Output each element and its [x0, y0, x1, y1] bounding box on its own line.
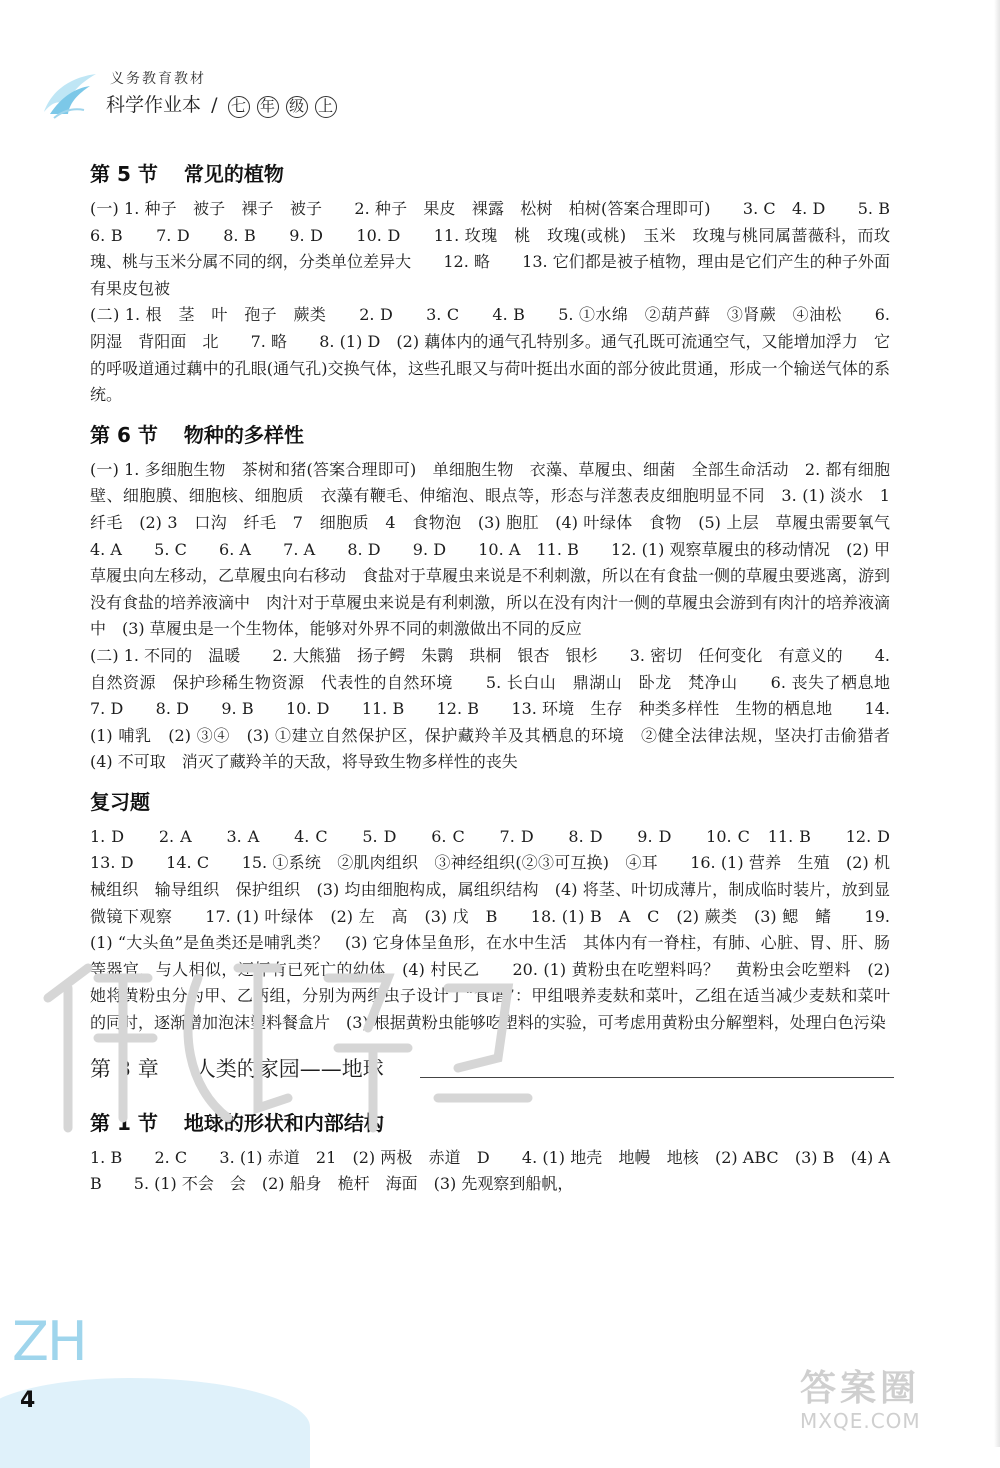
section-number: 第 6 节: [90, 422, 158, 447]
chapter-number: 第 3 章: [90, 1056, 159, 1081]
footer-decoration: [0, 1378, 310, 1468]
section-title: 常见的植物: [183, 162, 284, 186]
watermark-stamp: [800, 1360, 1000, 1447]
grade-char: 级: [286, 96, 308, 118]
answer-content: [90, 158, 923, 1198]
section-heading: [90, 1107, 890, 1136]
chapter-rule: [420, 1077, 894, 1078]
section-heading: [90, 158, 890, 187]
grade-char: 年: [257, 96, 279, 118]
series-label: 义务教育教材: [110, 71, 206, 87]
watermark-text: 答案圈: [800, 1368, 921, 1409]
answer-paragraph: 1. D 2. A 3. A 4. C 5. D 6. C 7. D 8. D 9. D 10. C 11. B 12. D 13. D 14. C 15. ①系统 ②肌肉组织 ③神经组织(②③可互换) ④耳 16. (1) 营养 生殖 (2) 机械组织 输导组织 保护组织 (3) 均由细胞构成，属组织结构 (4) 将茎、叶切成薄片，制成临时装片，放到显微镜下观察 17. (1) 叶绿体 (2) 左 高 (3) 戊 B 18. (1) B A C (2) 蕨类 (3) 鳃 鳍 19. (1) “大头鱼”是鱼类还是哺乳类？ (3) 它身体呈鱼形，在水中生活 其体内有一脊柱，有肺、心脏、胃、肝、肠等器官，与人相似，还怀有已死亡的幼体 (4) 村民乙 20. (1) 黄粉虫在吃塑料吗？ 黄粉虫会吃塑料 (2) 她将黄粉虫分为甲、乙两组，分别为两组虫子设计了“食谱”：甲组喂养麦麸和菜叶，乙组在适当减少麦麸和菜叶的同时，逐渐增加泡沫塑料餐盒片 (3) 根据黄粉虫能够吃塑料的实验，可考虑用黄粉虫分解塑料，处理白色污染: [90, 826, 923, 1033]
section-heading: [90, 419, 890, 448]
chapter-heading: [90, 1053, 890, 1087]
slash-divider: /: [211, 94, 218, 116]
section-title: 复习题: [90, 789, 150, 814]
section-title: 地球的形状和内部结构: [183, 1110, 384, 1135]
book-title: [106, 90, 338, 118]
answer-paragraph: 1. B 2. C 3. (1) 赤道 21 (2) 两极 赤道 D 4. (1) 地壳 地幔 地核 (2) ABC (3) B (4) A B 5. (1) 不会 会 (2) 船身 桅杆 海面 (3) 先观察到船帆，: [90, 1147, 907, 1194]
book-header: [40, 62, 440, 122]
grade-char: 七: [228, 96, 250, 118]
section-number: 第 5 节: [90, 162, 158, 186]
page-number: 4: [20, 1388, 36, 1413]
swallow-logo-icon: [40, 70, 100, 122]
book-name: 科学作业本: [106, 94, 202, 116]
answer-paragraph: (二) 1. 不同的 温暖 2. 大熊猫 扬子鳄 朱鹮 珙桐 银杏 银杉 3. 密切 任何变化 有意义的 4. 自然资源 保护珍稀生物资源 代表性的自然环境 5. 长白山 鼎湖山 卧龙 梵净山 6. 丧失了栖息地 7. D 8. D 9. B 10. D 11. B 12. B 13. 环境 生存 种类多样性 生物的栖息地 14. (1) 哺乳 (2) ③④ (3) ①建立自然保护区，保护藏羚羊及其栖息的环境 ②健全法律法规，坚决打击偷猎者 (4) 不可取 消灭了藏羚羊的天敌，将导致生物多样性的丧失: [90, 645, 923, 772]
section-title: 物种的多样性: [183, 422, 304, 447]
answer-paragraph: (二) 1. 根 茎 叶 孢子 蕨类 2. D 3. C 4. B 5. ①水绵 ②葫芦藓 ③肾蕨 ④油松 6. 阴湿 背阳面 北 7. 略 8. (1) D (2) 藕体内的通气孔特别多。通气孔既可流通空气，又能增加浮力 它的呼吸道通过藕中的孔眼(通气孔)交换气体，这些孔眼又与荷叶挺出水面的部分彼此贯通，形成一个输送气体的系统。: [90, 305, 890, 405]
answer-paragraph: (一) 1. 种子 被子 裸子 被子 2. 种子 果皮 裸露 松树 柏树(答案合理即可) 3. C 4. D 5. B 6. B 7. D 8. B 9. D 10. D 11. 玫瑰 桃 玫瑰(或桃) 玉米 玫瑰与桃同属蔷薇科，而玫瑰、桃与玉米分属不同的纲，分类单位差异大 12. 略 13. 它们都是被子植物，理由是它们产生的种子外面有果皮包被: [90, 199, 923, 298]
page-edge-shadow: [994, 0, 1000, 1447]
chapter-title: 人类的家园——地球: [194, 1056, 384, 1081]
answer-paragraph: (一) 1. 多细胞生物 茶树和猪(答案合理即可) 单细胞生物 衣藻、草履虫、细菌 全部生命活动 2. 都有细胞壁、细胞膜、细胞核、细胞质 衣藻有鞭毛、伸缩泡、眼点等，形态与洋葱表皮细胞明显不同 3. (1) 淡水 1 纤毛 (2) 3 口沟 纤毛 7 细胞质 4 食物泡 (3) 胞肛 (4) 叶绿体 食物 (5) 上层 草履虫需要氧气 4. A 5. C 6. A 7. A 8. D 9. D 10. A 11. B 12. (1) 观察草履虫的移动情况 (2) 甲草履虫向左移动，乙草履虫向右移动 食盐对于草履虫来说是不利刺激，所以在有食盐一侧的草履虫要逃离，游到没有食盐的培养液滴中 肉汁对于草履虫来说是有利刺激，所以在没有肉汁一侧的草履虫会游到有肉汁的培养液滴中 (3) 草履虫是一个生物体，能够对外界不同的刺激做出不同的反应: [90, 459, 923, 639]
section-heading: [90, 786, 890, 815]
grade-char: 上: [315, 96, 337, 118]
watermark-url: MXQE.COM: [800, 1409, 921, 1433]
section-number: 第 1 节: [90, 1110, 158, 1135]
brand-logo: ZH: [12, 1310, 86, 1373]
